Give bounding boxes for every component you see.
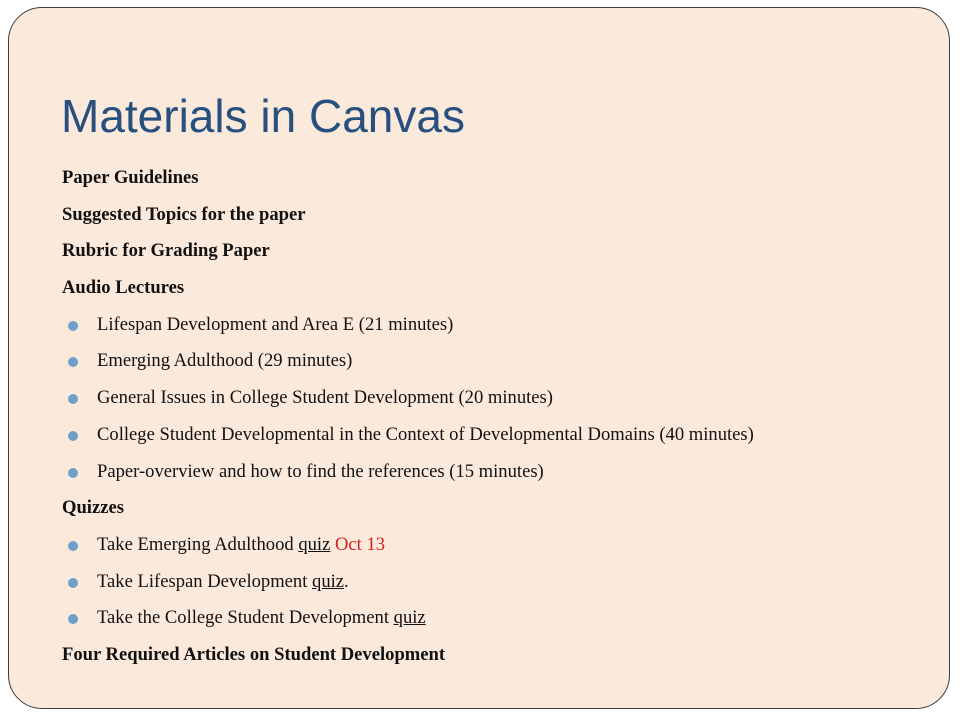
quiz-link[interactable]: quiz [393, 607, 426, 629]
circle-bullet-icon [68, 431, 78, 441]
circle-bullet-icon [68, 321, 78, 331]
circle-bullet-icon [68, 468, 78, 478]
quiz-text: Take Emerging Adulthood [97, 533, 299, 555]
audio-lecture-label: Paper-overview and how to find the references (15 minutes) [97, 460, 544, 482]
audio-lecture-label: College Student Developmental in the Context of Developmental Domains (40 minutes) [97, 423, 754, 445]
quiz-suffix: . [344, 570, 349, 592]
audio-lectures-heading: Audio Lectures [62, 277, 185, 299]
circle-bullet-icon [68, 394, 78, 404]
quiz-link[interactable]: quiz [312, 570, 345, 592]
quizzes-heading: Quizzes [62, 497, 124, 519]
page-title: Materials in Canvas [61, 90, 465, 142]
suggested-topics-heading[interactable]: Suggested Topics for the paper [62, 203, 306, 225]
audio-lecture-item[interactable] [62, 307, 942, 344]
audio-lecture-label: Lifespan Development and Area E (21 minutes) [97, 313, 454, 335]
circle-bullet-icon [68, 578, 78, 588]
required-articles-heading[interactable]: Four Required Articles on Student Development [62, 643, 446, 665]
audio-lecture-label: General Issues in College Student Development (20 minutes) [97, 387, 553, 409]
circle-bullet-icon [68, 357, 78, 367]
circle-bullet-icon [68, 541, 78, 551]
audio-lecture-item[interactable] [62, 417, 942, 454]
quiz-item [62, 600, 942, 637]
audio-lecture-item[interactable] [62, 454, 942, 491]
audio-lecture-item[interactable] [62, 343, 942, 380]
materials-list [62, 160, 942, 674]
quiz-item [62, 564, 942, 601]
quiz-item [62, 527, 942, 564]
audio-lecture-label: Emerging Adulthood (29 minutes) [97, 350, 353, 372]
slide [8, 7, 950, 709]
circle-bullet-icon [68, 614, 78, 624]
quiz-text: Take the College Student Development [97, 607, 394, 629]
rubric-heading[interactable]: Rubric for Grading Paper [62, 240, 270, 262]
quiz-due-date: Oct 13 [334, 533, 386, 555]
audio-lecture-item[interactable] [62, 380, 942, 417]
quiz-text: Take Lifespan Development [97, 570, 313, 592]
quiz-link[interactable]: quiz [298, 533, 331, 555]
paper-guidelines-heading[interactable]: Paper Guidelines [62, 167, 199, 188]
